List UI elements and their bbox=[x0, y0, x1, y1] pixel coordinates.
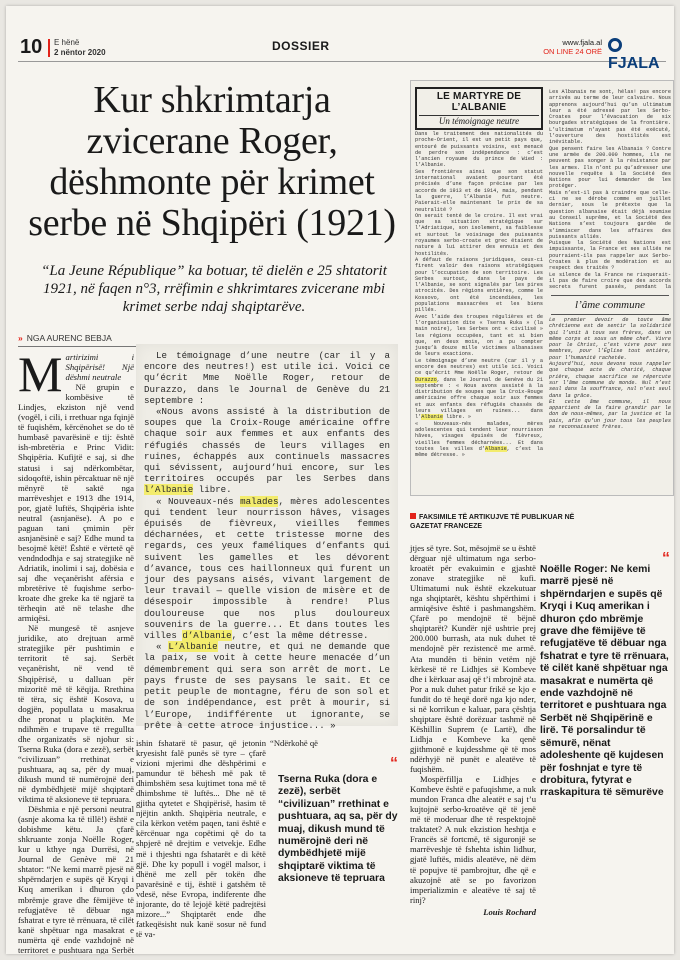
header-date: E hënë 2 nëntor 2020 bbox=[54, 38, 106, 57]
pull-quote-1: “ Tserna Ruka (dora e zezë), serbët “civilizuan” rrethinat e pushtuara, aq sa, për dy muaj, dikush mund të numërojnë deri në dymbëdhjetë mijë shqiptarë viktima të aksioneve të tepruara bbox=[278, 770, 400, 938]
facsimile-column-right-lower: Le premier devoir de toute âme chrétienne est de sentir la solidarité qui l’unit à tous ses frères, dans un même corps et sous un même chef. Vivre pour le Christ, c’est vivre pour ses membres, pour l’Église tout entière, pour l’humanité rachetée. Aujourd’hui, nous devons nous rappeler que chaque acte de charité, chaque prière, chaque sacrifice se répercute sur l’âme commune du monde. Nul n’est seul dans la souffrance, nul n’est seul dans la grâce. Et cette âme commune, il nous appartient de la faire grandir par le don de nous-mêmes, par la justice et la paix, afin qu’un jour tous les peuples se reconnaissent frères. bbox=[549, 317, 671, 431]
facsimile-header: LE MARTYRE DE L’ALBANIE Un témoignage neutre bbox=[415, 87, 543, 130]
byline: » NGA AURENC BEBJA bbox=[18, 333, 398, 347]
dropcap: M bbox=[18, 346, 63, 402]
body-column-4 bbox=[410, 543, 536, 917]
article-title: Kur shkrimtarja zvicerane Roger, dëshmonte për krimet serbe në Shqipëri (1921) bbox=[28, 79, 396, 244]
paragraph: jtjes së tyre. Sot, mësojmë se u është dërguar një ultimatum nga serbo-kroatët për evakuimin e gjashtë zonave strategjike në kufi. Ultimatumi nuk është ekzekutuar nga shqiptarët, kështu shpërthimi i armiqësive është i pashmangshëm. Çfarë po mendojnë të bëjnë shqiptarët? Kundër një ushtrie prej 200.000 burrash, ata nuk duhet të mendojnë për rezistencë me armë. Ata mundën ti bënin vetëm një kërkesë të re Lidhjes së Kombeve dhe i kërkuar asaj që t’i mbrojnë ata. Por a nuk duhet patur frikë se kjo e fundit do të heqë dorë nga kjo nder, si në korrikun e kaluar, para çështja shqiptare është dorëzuar tashmë në Këshillin Suprem (e Lartë), dhe Lidhja e Kombeve ka qenë gjithmonë e kujdesshme që të mos ndërhyjë në punët e aleatëve të fuqishëm. bbox=[410, 543, 536, 775]
quote-mark-icon: “ bbox=[662, 550, 670, 567]
page-number: 10 bbox=[20, 36, 43, 58]
intro-line: artirizimi i Shqipërisë! Një dëshmi neutrale bbox=[65, 352, 134, 383]
french-quote-scan bbox=[136, 344, 398, 731]
header-divider bbox=[48, 39, 50, 57]
section-name: DOSSIER bbox=[272, 39, 330, 53]
caption-square-icon bbox=[410, 513, 416, 519]
paragraph: Dëshmia e një personi neutral (asnje akoma ka të tillë!) është e dobishme këtu. Ja çfarë shkruante zonja Noëlle Roger, kur u kthye nga Durrësi, në Journal de Genève më 21 shtator: “Ne kemi marrë pjesë në shpërndarjen e supës që Kryqi i Kuq amerikan i dhuron çdo mbrëmje grave dhe fëmijëve të refugjatëve të dëbuar nga fshatrat e tyre të rrënuara, të cilët kanë shpëtuar nga masakrat e numërta që ende vazhdojnë në territoret e pushtuara nga Serbët bbox=[18, 804, 134, 954]
quote-paragraph: Le témoignage d’une neutre (car il y a encore des neutres!) est utile ici. Voici ce qu’écrit Mme Noëlle Roger, retour de Durazzo, dans le Journal de Genève du 21 septembre : bbox=[144, 350, 390, 406]
newspaper-facsimile bbox=[410, 80, 674, 496]
site-url: www.fjala.al ON LINE 24 ORË bbox=[543, 38, 602, 56]
quote-mark-icon: “ bbox=[390, 755, 398, 772]
article-lead: “La Jeune République” ka botuar, të dielën e 25 shtatorit 1921, në faqen n°3, rrëfimin e shkrimtares zvicerane mbi krimet serbe ndaj shqiptarëve. bbox=[41, 263, 387, 315]
body-column-1 bbox=[18, 346, 134, 954]
facsimile-section-label: l’âme commune bbox=[551, 295, 669, 315]
paragraph: Në mungesë të asnjeve juridike, ato drejtuan armë strategjike për pushtimin e territorit të saj. Serbët veçanërisht, në vend të Shqipërisë, u dalluan për mizoritë më të këqija. Rrethina të tëra, siç është Kosova, u dogjën, popullata u masakrua dhe pronat u plaçkitën. Me ndihmën e trupave të rregullta dhe organizatës së njohur si: Tserna Ruka (dora e zezë), serbët “civilizuan” rrethinat e pushtuara, aq sa, për dy muaj, dikush mund të numërojnë deri në dymbëdhjetë mijë shqiptarë viktima të aksioneve të tepruara. bbox=[18, 623, 134, 805]
quote-paragraph: « L’Albanie neutre, et qui ne demande que la paix, se voit à cette heure menacée d’un démembrement qui sera son arrêt de mort. Le pays fruste de ses paysans le sait. Et ce petit peuple de montagne, féru de son sol et de son indépendance, est prêt à mourir, si l’Europe, indifférente ut ignorante, se prête à cette atroce injustice... » bbox=[144, 641, 391, 731]
body-column-2: ishin fshatarë të pasur, që jetonin kryesisht falë punës së tyre – çfarë vizioni mjerimi dhe dëshpërimi e pamundur të bëhesh më pak të dhimbshëm sesa kujtimet tona më të dhimbshme të luftës... Dhe në të gjitha qytetet e Shqipërisë, hasim të njëjtin ankth. Shqipëria neutrale, e cila kërkon vetëm paqen, tani është e kërcënuar nga copëtimi që do ta shpjerë në drejtim e vetvekje. Edhe më i thjeshti nga fshatarët e di këtë gjë. Dhe ky popull i vogël malsor, i dhënë me zell për tokën dhe pavarësinë e tij, është i gatshëm të vdesë, nëse Evropa, indiferente dhe injorante, do të lejojë këtë padrejtësi mizore...” Shqiptarët ende dhe fatkeqësisht nuk kanë sosur në fund të va- bbox=[136, 738, 266, 939]
facsimile-column-left: Dans le traitement des nationalités du proche-Orient, il est un petit pays que, entouré de puissants voisins, est menacé de perdre son indépendance : c’est l’ancien royaume du prince de Wied : l’Albanie. Ses frontières ainsi que son statut international avaient pourtant été précisés d’une façon précise par les accords de 1913 et de 1914, mais, pendant la guerre, l’Albanie fut neutre. Paierait-elle maintenant le prix de sa neutralité ? On serait tenté de le croire. Il est vrai que sa situation stratégique sur l’Adriatique, son isolement, sa faiblesse et surtout le voisinage des puissants royaumes serbo-croate et grec étaient de nature à lui attirer des ennuis et des hostilités. A défaut de raisons juridiques, ceux-ci firent valoir des raisons stratégiques pour l’occupation de son territoire. Les Serbes surtout, dans le pays de l’Albanie, se sont signalés par les pires atrocités. Des régions entières, comme le Kossovo, ont été incendiées, les populations massacrées et les biens pillés. Avec l’aide des troupes régulières et de l’organisation dite « Tserna Ruka » (la main noire), les Serbes ont « civilisé » les régions occupées, tant et si bien que, en deux mois, on a pu compter jusqu’à douze mille victimes albanaises de leurs exactions. Le témoignage d’une neutre (car il y a encore des neutres) est utile ici. Voici ce qu’écrit Mme Noëlle Roger, retour de Durazzo, dans le Journal de Genève du 21 septembre : « Nous avons assisté à la distribution de soupes que la Croix-Rouge américaine offre chaque soir aux femmes et aux enfants des réfugiés chassés de leurs villages en ruines... dans l’Albanie libre. » « Nouveaux-nés malades, mères adolescentes qui tendent leur nourrisson hâves, visages épuisés de fièvreux, vieilles femmes décharnées... Et dans toutes les villes d’Albanie, c’est la même détresse. » bbox=[415, 131, 543, 459]
pull-quote-2: “ Noëlle Roger: Ne kemi marrë pjesë në shpërndarjen e supës që Kryqi i Kuq amerikan i dhuron çdo mbrëmje grave dhe fëmijëve të refugjatëve të dëbuar nga fshatrat e tyre të rrënuara, të cilët kanë shpëtuar nga masakrat e numërta që ende vazhdojnë në territoret e pushtuara nga Serbët në Shqipërinë e lirë. Të porsalindur të sëmurë, nënat adoleshente që kujdesen për foshnjat e tyre të drobitura, fytyrat e rraskapitura të sëmurëve bbox=[540, 550, 670, 799]
newspaper-page bbox=[6, 6, 674, 954]
page-header bbox=[18, 36, 666, 72]
body-column-3: “Ndërkohë që bbox=[270, 738, 318, 748]
paragraph: Mospërfillja e Lidhjes e Kombeve është e pafuqishme, a nuk mundon Franca dhe aleatët e saj t’u kujtojnë serbo-kroatëve që të jenë më të moderuar dhe të respektojnë traktatet? A nuk ekzistion heshtja e Francës së fortcmë, të siguronjë se marrëveshje të fshehta ishin lidhur, gjatë luftës, midis aleatëve, në dëm të popujve të pambrojtur, dhe që e akuzojnë atë se po favorizon imperializmin e aleatëve të saj të rinj? bbox=[410, 774, 536, 905]
paragraph: Në grupin e kombësive të Lindjes, ekziston një vend (vogël, i cili, i rrethuar nga fqinjë të fuqishëm, kërcënohet se do të humbasë pavarësinë e tij: është ish-mbretëria e Princ Vidit: Shqipëria. Kufijtë e saj, si dhe statusi i saj ndërkombëtar, sidoqoftë, ishin përcaktuar në një mënyrë të saktë nga marrëveshjet e 1913 dhe 1914, por, gjatë luftës, Shqipëria ishte neutral (asnjanëse). A po e paguan tani çmimin për asnjanësinë e saj? Edhe mund ta besojmë këtë! Është e vërtetë që vendndodhja e saj strategjike në Adriatik, inolimi i saj, dobësia e saj dhe veçanërisht afërsia e mbretërive të fuqishme serbo-kroate dhe greke ka të ngjarë ta tërheqin atë në telashe dhe armiqësi. bbox=[18, 382, 134, 624]
signature: Louis Rochard bbox=[483, 906, 536, 917]
facsimile-caption: FAKSIMILE TË ARTIKUJVE TË PUBLIKUAR NË GAZETAT FRANCEZE bbox=[410, 514, 575, 530]
quote-paragraph: «Nous avons assisté à la distribution de soupes que la Croix-Rouge américaine offre chaque soir aux femmes et aux enfants des réfugiés chassés de leurs villages en ruines, échappés aux continuels massacres qui sévissent, aujourd’hui encore, sur les territoires occupés par les Serbes dans l’Albanie libre. bbox=[144, 406, 390, 496]
logo-mark-icon bbox=[608, 38, 622, 52]
fjala-logo: FJALA bbox=[608, 37, 666, 73]
facsimile-column-right: Les Albanais ne sont, hélas! pas encore arrivés au terme de leur calvaire. Nous apprenons aujourd’hui qu’un ultimatum leur a été adressé par les Serbo-Croates pour l’évacuation de six bourgades stratégiques de la frontière. L’ultimatum n’ayant pas été exécuté, l’ouverture des hostilités est inévitable. Que pensent faire les Albanais ? Contre une armée de 200.000 hommes, ils ne peuvent pas songer à la résistance par les armes. Ils n’ont pu qu’adresser une nouvelle requête à la Société des Nations pour lui demander de les protéger. Mais n’est-il pas à craindre que celle-ci ne se dérobe comme en juillet dernier, sous le prétexte que la question albanaise était déjà soumise au Conseil suprême, et la Société des Nations s’est toujours gardée de s’immiscer dans les affaires des puissants alliés. Puisque la Société des Nations est impuissante, la France et ses alliés ne pourraient-ils pas rappeler aux Serbo-Croates à plus de modération et au respect des traités ? Le silence de la France ne risquerait-il pas de faire croire que des accords secrets furent passés, pendant la bbox=[549, 89, 671, 289]
byline-arrow-icon: » bbox=[18, 333, 23, 343]
quote-paragraph: « Nouveaux-nés malades, mères adolescentes qui tendent leur nourrisson hâves, visages épuisés de fièvreux, vieilles femmes décharnées, et cette tristesse morne des regards, ces yeux faméliques d’enfants qui suivent les gamelles et les dévorent d’avance, tous ces haillonneux qui furent un jour des paysans aisés, vivant largement de leur travail — quelle vision de misère et de désespoir impossible à rendre! Plus douloureuse que nos plus douloureux souvenirs de la guerre... Et dans toutes les villes d’Albanie, c’est la même détresse. bbox=[144, 495, 390, 642]
